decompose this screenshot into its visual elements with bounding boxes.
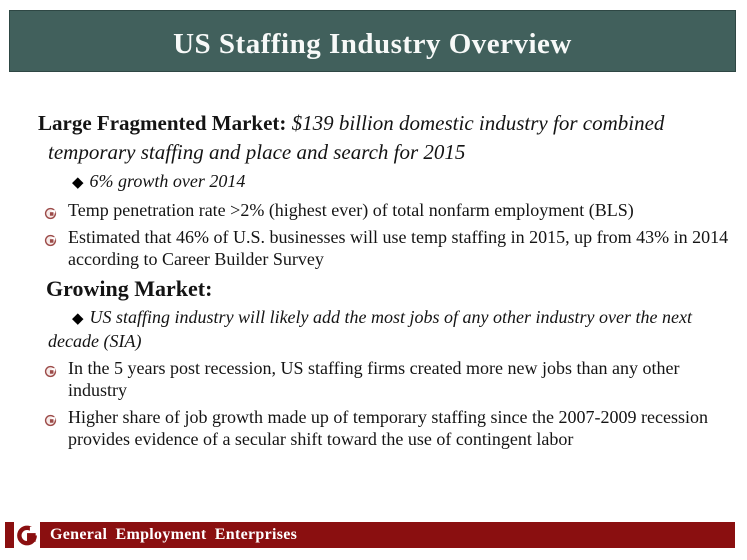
- title-bar: [9, 10, 736, 72]
- list-item-text: Estimated that 46% of U.S. businesses will use temp staffing in 2015, up from 43% in 2014 according to Career Builder Survey: [68, 227, 729, 269]
- list-item: [48, 170, 733, 194]
- diamond-bullet-icon: ◆: [72, 175, 84, 191]
- g-logo-bullet-icon: [44, 203, 57, 216]
- g-logo-bullet-icon: [44, 230, 57, 243]
- company-name: General Employment Enterprises: [50, 526, 298, 543]
- list-item-text: In the 5 years post recession, US staffing firms created more new jobs than any other industry: [68, 358, 680, 400]
- slide-title: US Staffing Industry Overview: [173, 27, 572, 60]
- diamond-bullet-icon: ◆: [72, 311, 84, 327]
- list-item-text: Higher share of job growth made up of temporary staffing since the 2007-2009 recession provides evidence of a secular shift toward the use of contingent labor: [68, 407, 708, 449]
- list-item: [0, 199, 737, 221]
- g-logo-bullet-icon: [44, 410, 57, 423]
- list-item: [0, 357, 723, 401]
- company-logo-icon: [14, 521, 40, 549]
- section-heading-italic: $139 billion domestic industry for combined temporary staffing and place and search for 2015: [48, 111, 665, 164]
- list-item-text: US staffing industry will likely add the most jobs of any other industry over the next decade (SIA): [48, 307, 692, 351]
- list-item-text: 6% growth over 2014: [89, 171, 246, 191]
- list-item: [48, 306, 718, 352]
- list-item-text: Temp penetration rate >2% (highest ever) of total nonfarm employment (BLS): [68, 200, 634, 220]
- section-heading: [38, 109, 719, 167]
- g-logo-bullet-icon: [44, 361, 57, 374]
- section-heading-bold: Growing Market:: [46, 276, 213, 301]
- section-heading: [46, 276, 747, 302]
- list-item: [0, 226, 737, 270]
- slide-body: [0, 109, 747, 455]
- footer-bar: [5, 522, 735, 548]
- list-item: [0, 406, 718, 450]
- section-heading-bold: Large Fragmented Market:: [38, 111, 287, 135]
